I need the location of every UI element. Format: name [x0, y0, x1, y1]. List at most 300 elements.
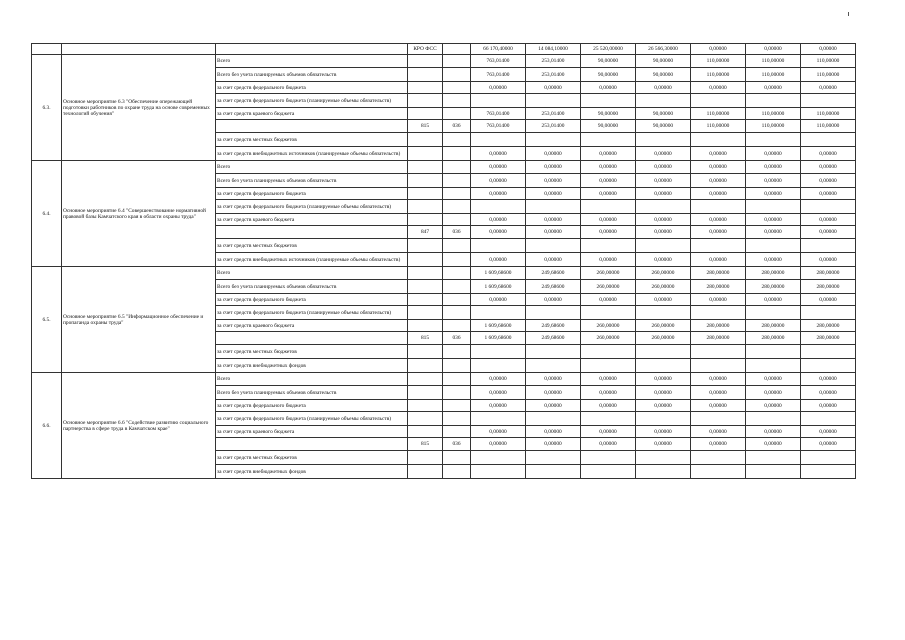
value-cell [526, 359, 581, 373]
table-row [32, 44, 856, 55]
value-cell: 0,00000 [746, 438, 801, 451]
grbs-code-cell [408, 147, 443, 161]
value-cell: 110,00000 [691, 108, 746, 120]
value-cell: 110,00000 [746, 55, 801, 68]
value-cell: 260,00000 [636, 332, 691, 345]
value-cell: 280,00000 [746, 280, 801, 294]
funding-source-cell [216, 226, 408, 239]
grbs-code-cell [408, 253, 443, 267]
value-cell: 260,00000 [636, 320, 691, 332]
value-cell [636, 465, 691, 479]
value-cell: 0,00000 [691, 294, 746, 306]
value-cell: 0,00000 [471, 161, 526, 174]
value-cell: 0,00000 [526, 400, 581, 412]
funding-source-cell: за счет средств внебюджетных фондов [216, 359, 408, 373]
value-cell: 0,00000 [801, 438, 856, 451]
funding-source-cell: за счет средств краевого бюджета [216, 320, 408, 332]
value-cell: 110,00000 [801, 108, 856, 120]
value-cell: 0,00000 [471, 400, 526, 412]
funding-source-cell: Всего без учета планируемых объемов обязательств [216, 174, 408, 188]
section-code-cell [443, 386, 471, 400]
value-cell: 0,00000 [746, 161, 801, 174]
value-cell [801, 359, 856, 373]
value-cell [471, 306, 526, 320]
value-cell: 253,01400 [526, 55, 581, 68]
grbs-code-cell: 815 [408, 438, 443, 451]
grbs-code-cell: 815 [408, 120, 443, 133]
item-name-cell: Основное мероприятие 6.6 "Содействие развитию социального партнерства в сфере труда в Камчатском крае" [62, 373, 216, 479]
value-cell: 0,00000 [471, 373, 526, 386]
grbs-code-cell [408, 280, 443, 294]
value-cell: 0,00000 [636, 373, 691, 386]
section-code-cell [443, 400, 471, 412]
item-name-cell: Основное мероприятие 6.5 "Информационное обеспечение и пропаганда охраны труда" [62, 267, 216, 373]
section-code-cell [443, 280, 471, 294]
value-cell: 0,00000 [526, 174, 581, 188]
grbs-code-cell [408, 359, 443, 373]
value-cell [801, 200, 856, 214]
item-name-cell: Основное мероприятие 6.3 "Обеспечение опережающей подготовки работников по охране труда на основе современных технологий обучения" [62, 55, 216, 161]
value-cell [636, 345, 691, 359]
value-cell: 0,00000 [746, 214, 801, 226]
value-cell: 280,00000 [691, 332, 746, 345]
value-cell: 0,00000 [526, 253, 581, 267]
section-code-cell [443, 465, 471, 479]
value-cell [581, 451, 636, 465]
value-cell: 0,00000 [471, 82, 526, 94]
item-number-cell: 6.3. [32, 55, 62, 161]
value-cell: 0,00000 [801, 188, 856, 200]
value-cell: 0,00000 [526, 161, 581, 174]
empty-cell [216, 44, 408, 55]
value-cell [691, 412, 746, 426]
funding-source-cell: за счет средств федерального бюджета (планируемые объемы обязательств) [216, 306, 408, 320]
value-cell: 0,00000 [636, 188, 691, 200]
value-cell: 763,01400 [471, 120, 526, 133]
value-cell: 0,00000 [636, 161, 691, 174]
value-cell [581, 200, 636, 214]
value-cell: 0,00000 [581, 82, 636, 94]
value-cell: 90,00000 [581, 55, 636, 68]
value-cell [526, 200, 581, 214]
value-cell: 110,00000 [691, 68, 746, 82]
value-cell [691, 359, 746, 373]
value-cell: 0,00000 [581, 400, 636, 412]
funding-source-cell: за счет средств федерального бюджета (планируемые объемы обязательств) [216, 200, 408, 214]
value-cell [581, 94, 636, 108]
grbs-code-cell [408, 214, 443, 226]
value-cell: 0,00000 [471, 226, 526, 239]
value-cell [471, 94, 526, 108]
grbs-code-cell [408, 386, 443, 400]
value-cell [691, 133, 746, 147]
value-cell: 0,00000 [691, 400, 746, 412]
value-cell: 0,00000 [746, 226, 801, 239]
value-cell: 1 609,68600 [471, 320, 526, 332]
grbs-code-cell [408, 94, 443, 108]
value-cell [746, 412, 801, 426]
section-code-cell [443, 426, 471, 438]
value-cell: 280,00000 [801, 332, 856, 345]
item-number-cell: 6.6. [32, 373, 62, 479]
value-cell [691, 306, 746, 320]
section-code-cell [443, 359, 471, 373]
grbs-code-cell [408, 188, 443, 200]
value-cell [691, 239, 746, 253]
value-cell [691, 200, 746, 214]
value-cell: 0,00000 [691, 253, 746, 267]
section-code-cell: 036 [443, 438, 471, 451]
source-cell: КРО ФСС [408, 44, 443, 55]
grbs-code-cell [408, 55, 443, 68]
value-cell: 0,00000 [801, 253, 856, 267]
value-cell [581, 465, 636, 479]
value-cell: 0,00000 [581, 188, 636, 200]
value-cell: 0,00000 [526, 226, 581, 239]
value-cell: 0,00000 [636, 226, 691, 239]
value-cell: 90,00000 [581, 108, 636, 120]
funding-source-cell: за счет средств местных бюджетов [216, 133, 408, 147]
value-cell [801, 306, 856, 320]
value-cell [581, 306, 636, 320]
value-cell: 90,00000 [636, 55, 691, 68]
value-cell: 249,68600 [526, 332, 581, 345]
value-cell: 260,00000 [581, 280, 636, 294]
value-cell: 0,00000 [691, 386, 746, 400]
value-cell: 1 609,68600 [471, 280, 526, 294]
value-cell: 0,00000 [746, 174, 801, 188]
funding-source-cell: за счет средств местных бюджетов [216, 239, 408, 253]
value-cell: 0,00000 [746, 373, 801, 386]
funding-source-cell [216, 332, 408, 345]
value-cell [636, 200, 691, 214]
value-cell: 90,00000 [636, 120, 691, 133]
item-name-cell: Основное мероприятие 6.4 "Совершенствование нормативной правовой базы Камчатского края в области охраны труда" [62, 161, 216, 267]
value-cell: 110,00000 [746, 108, 801, 120]
section-code-cell [443, 451, 471, 465]
section-code-cell [443, 345, 471, 359]
value-cell: 0,00000 [636, 147, 691, 161]
value-cell: 0,00000 [636, 426, 691, 438]
value-cell [471, 345, 526, 359]
value-cell: 0,00000 [746, 294, 801, 306]
value-cell: 0,00000 [691, 44, 746, 55]
value-cell: 0,00000 [746, 147, 801, 161]
value-cell [691, 465, 746, 479]
funding-source-cell: Всего [216, 55, 408, 68]
section-code-cell [443, 320, 471, 332]
grbs-code-cell [408, 161, 443, 174]
value-cell: 1 609,68600 [471, 267, 526, 280]
value-cell: 280,00000 [801, 267, 856, 280]
value-cell: 0,00000 [801, 426, 856, 438]
value-cell [636, 94, 691, 108]
section-code-cell [443, 68, 471, 82]
value-cell: 0,00000 [746, 400, 801, 412]
value-cell: 0,00000 [471, 253, 526, 267]
value-cell: 110,00000 [746, 68, 801, 82]
value-cell: 0,00000 [471, 214, 526, 226]
value-cell: 90,00000 [636, 108, 691, 120]
value-cell: 0,00000 [801, 214, 856, 226]
value-cell: 0,00000 [801, 400, 856, 412]
value-cell: 0,00000 [746, 253, 801, 267]
value-cell [526, 239, 581, 253]
value-cell: 0,00000 [581, 161, 636, 174]
value-cell: 0,00000 [636, 294, 691, 306]
value-cell: 0,00000 [581, 226, 636, 239]
value-cell: 0,00000 [581, 253, 636, 267]
value-cell: 90,00000 [581, 120, 636, 133]
section-code-cell [443, 267, 471, 280]
value-cell: 280,00000 [691, 280, 746, 294]
value-cell: 260,00000 [581, 267, 636, 280]
value-cell: 0,00000 [471, 294, 526, 306]
value-cell: 260,00000 [636, 267, 691, 280]
value-cell: 280,00000 [691, 320, 746, 332]
value-cell: 249,68600 [526, 280, 581, 294]
value-cell: 0,00000 [471, 438, 526, 451]
funding-source-cell: за счет средств местных бюджетов [216, 451, 408, 465]
value-cell [581, 239, 636, 253]
funding-source-cell: за счет средств местных бюджетов [216, 345, 408, 359]
value-cell [526, 345, 581, 359]
section-code-cell [443, 294, 471, 306]
value-cell [801, 451, 856, 465]
section-code-cell [443, 200, 471, 214]
grbs-code-cell [408, 68, 443, 82]
grbs-code-cell: 815 [408, 332, 443, 345]
grbs-code-cell [408, 174, 443, 188]
value-cell [746, 451, 801, 465]
value-cell: 0,00000 [691, 82, 746, 94]
value-cell: 25 520,00000 [581, 44, 636, 55]
value-cell: 0,00000 [581, 386, 636, 400]
value-cell: 1 609,68600 [471, 332, 526, 345]
value-cell [691, 94, 746, 108]
value-cell: 0,00000 [581, 294, 636, 306]
value-cell: 0,00000 [471, 147, 526, 161]
value-cell: 0,00000 [526, 214, 581, 226]
value-cell: 0,00000 [801, 226, 856, 239]
funding-source-cell: за счет средств краевого бюджета [216, 214, 408, 226]
value-cell: 26 566,30000 [636, 44, 691, 55]
value-cell: 0,00000 [801, 294, 856, 306]
value-cell [526, 451, 581, 465]
section-code-cell: 036 [443, 120, 471, 133]
section-code-cell [443, 161, 471, 174]
section-code-cell [443, 82, 471, 94]
value-cell [801, 412, 856, 426]
item-number-cell: 6.5. [32, 267, 62, 373]
funding-source-cell: Всего [216, 373, 408, 386]
section-code-cell [443, 306, 471, 320]
table-row [32, 55, 856, 68]
grbs-code-cell [408, 200, 443, 214]
value-cell: 0,00000 [581, 438, 636, 451]
value-cell [801, 465, 856, 479]
value-cell: 0,00000 [691, 373, 746, 386]
section-code-cell [443, 188, 471, 200]
section-code-cell [443, 412, 471, 426]
value-cell [691, 345, 746, 359]
value-cell [526, 465, 581, 479]
page-mark [848, 12, 849, 16]
funding-source-cell: за счет средств федерального бюджета [216, 294, 408, 306]
value-cell: 0,00000 [526, 188, 581, 200]
grbs-code-cell [408, 400, 443, 412]
value-cell: 0,00000 [526, 147, 581, 161]
value-cell: 0,00000 [526, 426, 581, 438]
funding-source-cell [216, 438, 408, 451]
grbs-code-cell [408, 345, 443, 359]
grbs-code-cell [408, 451, 443, 465]
grbs-code-cell [408, 373, 443, 386]
funding-source-cell: за счет средств федерального бюджета (планируемые объемы обязательств) [216, 412, 408, 426]
value-cell: 280,00000 [801, 320, 856, 332]
empty-cell [443, 44, 471, 55]
funding-source-cell: за счет средств федерального бюджета [216, 188, 408, 200]
value-cell: 66 170,40000 [471, 44, 526, 55]
funding-source-cell: Всего [216, 161, 408, 174]
grbs-code-cell: 847 [408, 226, 443, 239]
grbs-code-cell [408, 465, 443, 479]
value-cell: 260,00000 [581, 332, 636, 345]
section-code-cell [443, 94, 471, 108]
value-cell [471, 412, 526, 426]
value-cell [801, 133, 856, 147]
funding-source-cell: Всего [216, 267, 408, 280]
value-cell: 763,01400 [471, 108, 526, 120]
value-cell: 0,00000 [801, 174, 856, 188]
value-cell: 14 084,10000 [526, 44, 581, 55]
value-cell: 0,00000 [691, 226, 746, 239]
value-cell: 0,00000 [801, 44, 856, 55]
value-cell: 0,00000 [526, 82, 581, 94]
table-row [32, 267, 856, 280]
value-cell [746, 359, 801, 373]
value-cell: 0,00000 [581, 147, 636, 161]
value-cell: 260,00000 [581, 320, 636, 332]
value-cell: 249,68600 [526, 320, 581, 332]
value-cell [746, 94, 801, 108]
value-cell: 0,00000 [801, 82, 856, 94]
value-cell: 110,00000 [801, 55, 856, 68]
value-cell: 0,00000 [471, 188, 526, 200]
grbs-code-cell [408, 426, 443, 438]
value-cell: 110,00000 [801, 68, 856, 82]
value-cell: 0,00000 [581, 214, 636, 226]
value-cell [746, 345, 801, 359]
value-cell [746, 465, 801, 479]
value-cell [636, 239, 691, 253]
section-code-cell [443, 55, 471, 68]
grbs-code-cell [408, 306, 443, 320]
grbs-code-cell [408, 294, 443, 306]
section-code-cell [443, 174, 471, 188]
value-cell: 280,00000 [746, 267, 801, 280]
value-cell: 0,00000 [471, 174, 526, 188]
value-cell: 280,00000 [801, 280, 856, 294]
empty-cell [32, 44, 62, 55]
value-cell [636, 359, 691, 373]
funding-source-cell: Всего без учета планируемых объемов обязательств [216, 386, 408, 400]
value-cell: 0,00000 [581, 373, 636, 386]
value-cell: 110,00000 [691, 120, 746, 133]
value-cell: 0,00000 [691, 161, 746, 174]
value-cell [746, 306, 801, 320]
value-cell: 0,00000 [691, 214, 746, 226]
value-cell: 0,00000 [526, 373, 581, 386]
value-cell: 110,00000 [801, 120, 856, 133]
value-cell [581, 345, 636, 359]
value-cell [636, 133, 691, 147]
grbs-code-cell [408, 267, 443, 280]
value-cell: 0,00000 [746, 44, 801, 55]
value-cell: 0,00000 [636, 386, 691, 400]
value-cell: 280,00000 [746, 332, 801, 345]
value-cell: 0,00000 [801, 386, 856, 400]
value-cell: 110,00000 [691, 55, 746, 68]
value-cell [471, 465, 526, 479]
section-code-cell [443, 108, 471, 120]
value-cell: 0,00000 [746, 426, 801, 438]
grbs-code-cell [408, 108, 443, 120]
funding-source-cell: за счет средств внебюджетных фондов [216, 465, 408, 479]
funding-source-cell: за счет средств внебюджетных источников (планируемые объемы обязательств) [216, 147, 408, 161]
value-cell: 0,00000 [691, 426, 746, 438]
budget-table [31, 43, 856, 479]
value-cell [471, 133, 526, 147]
value-cell: 253,01400 [526, 120, 581, 133]
value-cell: 0,00000 [526, 294, 581, 306]
section-code-cell [443, 147, 471, 161]
grbs-code-cell [408, 239, 443, 253]
value-cell: 0,00000 [636, 214, 691, 226]
value-cell [746, 133, 801, 147]
value-cell: 260,00000 [636, 280, 691, 294]
value-cell: 763,01400 [471, 55, 526, 68]
empty-cell [62, 44, 216, 55]
item-number-cell: 6.4. [32, 161, 62, 267]
funding-source-cell: за счет средств внебюджетных источников (планируемые объемы обязательств) [216, 253, 408, 267]
value-cell: 0,00000 [801, 373, 856, 386]
value-cell: 90,00000 [636, 68, 691, 82]
value-cell [581, 412, 636, 426]
value-cell [801, 239, 856, 253]
value-cell [636, 306, 691, 320]
funding-source-cell: за счет средств краевого бюджета [216, 426, 408, 438]
value-cell [471, 451, 526, 465]
value-cell: 0,00000 [691, 174, 746, 188]
value-cell: 0,00000 [471, 386, 526, 400]
value-cell: 0,00000 [746, 82, 801, 94]
funding-source-cell [216, 120, 408, 133]
grbs-code-cell [408, 320, 443, 332]
section-code-cell [443, 373, 471, 386]
value-cell [636, 451, 691, 465]
value-cell [636, 412, 691, 426]
value-cell [801, 345, 856, 359]
section-code-cell [443, 133, 471, 147]
value-cell: 249,68600 [526, 267, 581, 280]
value-cell [471, 239, 526, 253]
value-cell: 0,00000 [801, 147, 856, 161]
value-cell [746, 200, 801, 214]
value-cell: 0,00000 [801, 161, 856, 174]
value-cell: 280,00000 [691, 267, 746, 280]
value-cell: 0,00000 [636, 253, 691, 267]
